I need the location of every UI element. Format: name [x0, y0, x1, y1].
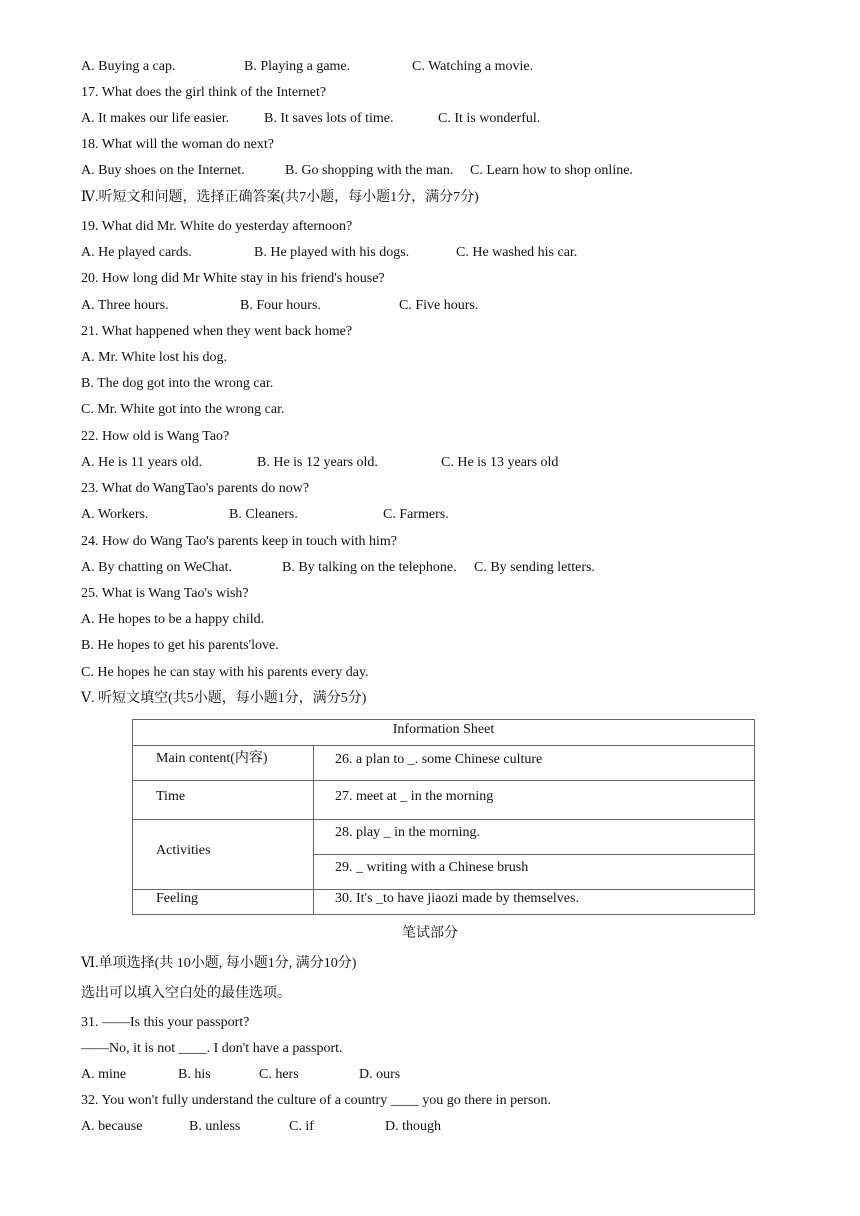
q25-option-b: B. He hopes to get his parents'love. [81, 638, 279, 653]
q22-option-c: C. He is 13 years old [441, 455, 559, 470]
row-value-28: 28. play _ in the morning. [335, 825, 481, 840]
q32-option-c: C. if [289, 1119, 314, 1134]
row-value-26: 26. a plan to _. some Chinese culture [335, 752, 543, 767]
section-4-title: Ⅳ.听短文和问题，选择正确答案(共7小题，每小题1分，满分7分) [81, 190, 479, 205]
q17-option-c: C. It is wonderful. [438, 111, 541, 126]
q32-option-d: D. though [385, 1119, 441, 1134]
information-sheet-table [132, 719, 755, 915]
q22-option-a: A. He is 11 years old. [81, 455, 203, 470]
q21-option-b: B. The dog got into the wrong car. [81, 376, 274, 391]
q25-question: 25. What is Wang Tao's wish? [81, 586, 249, 601]
q21-question: 21. What happened when they went back home? [81, 324, 353, 339]
row-label-feeling: Feeling [156, 891, 198, 906]
q18-question: 18. What will the woman do next? [81, 137, 274, 152]
q31-option-d: D. ours [359, 1067, 401, 1082]
q24-question: 24. How do Wang Tao's parents keep in touch with him? [81, 534, 398, 549]
row-label-activities: Activities [156, 843, 211, 858]
section-5-title: Ⅴ. 听短文填空(共5小题，每小题1分，满分5分) [81, 691, 367, 706]
q31-line-2: ——No, it is not ____. I don't have a passport. [81, 1041, 343, 1056]
q20-option-b: B. Four hours. [240, 298, 321, 313]
q17-option-b: B. It saves lots of time. [264, 111, 394, 126]
information-sheet-title: Information Sheet [392, 722, 495, 737]
row-value-29: 29. _ writing with a Chinese brush [335, 860, 529, 875]
row-value-30: 30. It's _to have jiaozi made by themselves. [335, 891, 579, 906]
q16-option-b: B. Playing a game. [244, 59, 351, 74]
q23-question: 23. What do WangTao's parents do now? [81, 481, 310, 496]
q31-option-b: B. his [178, 1067, 211, 1082]
q31-line-1: 31. ——Is this your passport? [81, 1015, 250, 1030]
q21-option-a: A. Mr. White lost his dog. [81, 350, 227, 365]
q25-option-c: C. He hopes he can stay with his parents every day. [81, 665, 369, 680]
q16-option-a: A. Buying a cap. [81, 59, 176, 74]
q32-option-a: A. because [81, 1119, 143, 1134]
q24-option-c: C. By sending letters. [474, 560, 595, 575]
q16-option-c: C. Watching a movie. [412, 59, 534, 74]
q32-question: 32. You won't fully understand the culture of a country ____ you go there in person. [81, 1093, 551, 1108]
q22-question: 22. How old is Wang Tao? [81, 429, 230, 444]
q18-option-a: A. Buy shoes on the Internet. [81, 163, 245, 178]
q31-option-c: C. hers [259, 1067, 299, 1082]
q24-option-a: A. By chatting on WeChat. [81, 560, 233, 575]
q25-option-a: A. He hopes to be a happy child. [81, 612, 265, 627]
q20-option-c: C. Five hours. [399, 298, 479, 313]
section-6-instruction: 选出可以填入空白处的最佳选项。 [81, 986, 291, 1001]
q21-option-c: C. Mr. White got into the wrong car. [81, 402, 285, 417]
q23-option-a: A. Workers. [81, 507, 149, 522]
q32-option-b: B. unless [189, 1119, 241, 1134]
q23-option-c: C. Farmers. [383, 507, 449, 522]
q17-option-a: A. It makes our life easier. [81, 111, 230, 126]
q17-question: 17. What does the girl think of the Internet? [81, 85, 327, 100]
q22-option-b: B. He is 12 years old. [257, 455, 378, 470]
q18-option-c: C. Learn how to shop online. [470, 163, 633, 178]
q23-option-b: B. Cleaners. [229, 507, 298, 522]
q20-question: 20. How long did Mr White stay in his friend's house? [81, 271, 385, 286]
q19-option-c: C. He washed his car. [456, 245, 578, 260]
q19-option-a: A. He played cards. [81, 245, 192, 260]
q19-option-b: B. He played with his dogs. [254, 245, 410, 260]
row-label-main-content: Main content(内容) [156, 751, 268, 766]
q24-option-b: B. By talking on the telephone. [282, 560, 457, 575]
q31-option-a: A. mine [81, 1067, 127, 1082]
q19-question: 19. What did Mr. White do yesterday afternoon? [81, 219, 353, 234]
row-value-27: 27. meet at _ in the morning [335, 789, 494, 804]
written-part-title: 笔试部分 [402, 926, 458, 941]
section-6-title: Ⅵ.单项选择(共 10小题, 每小题1分, 满分10分) [81, 956, 357, 971]
q18-option-b: B. Go shopping with the man. [285, 163, 454, 178]
q20-option-a: A. Three hours. [81, 298, 169, 313]
row-label-time: Time [156, 789, 186, 804]
